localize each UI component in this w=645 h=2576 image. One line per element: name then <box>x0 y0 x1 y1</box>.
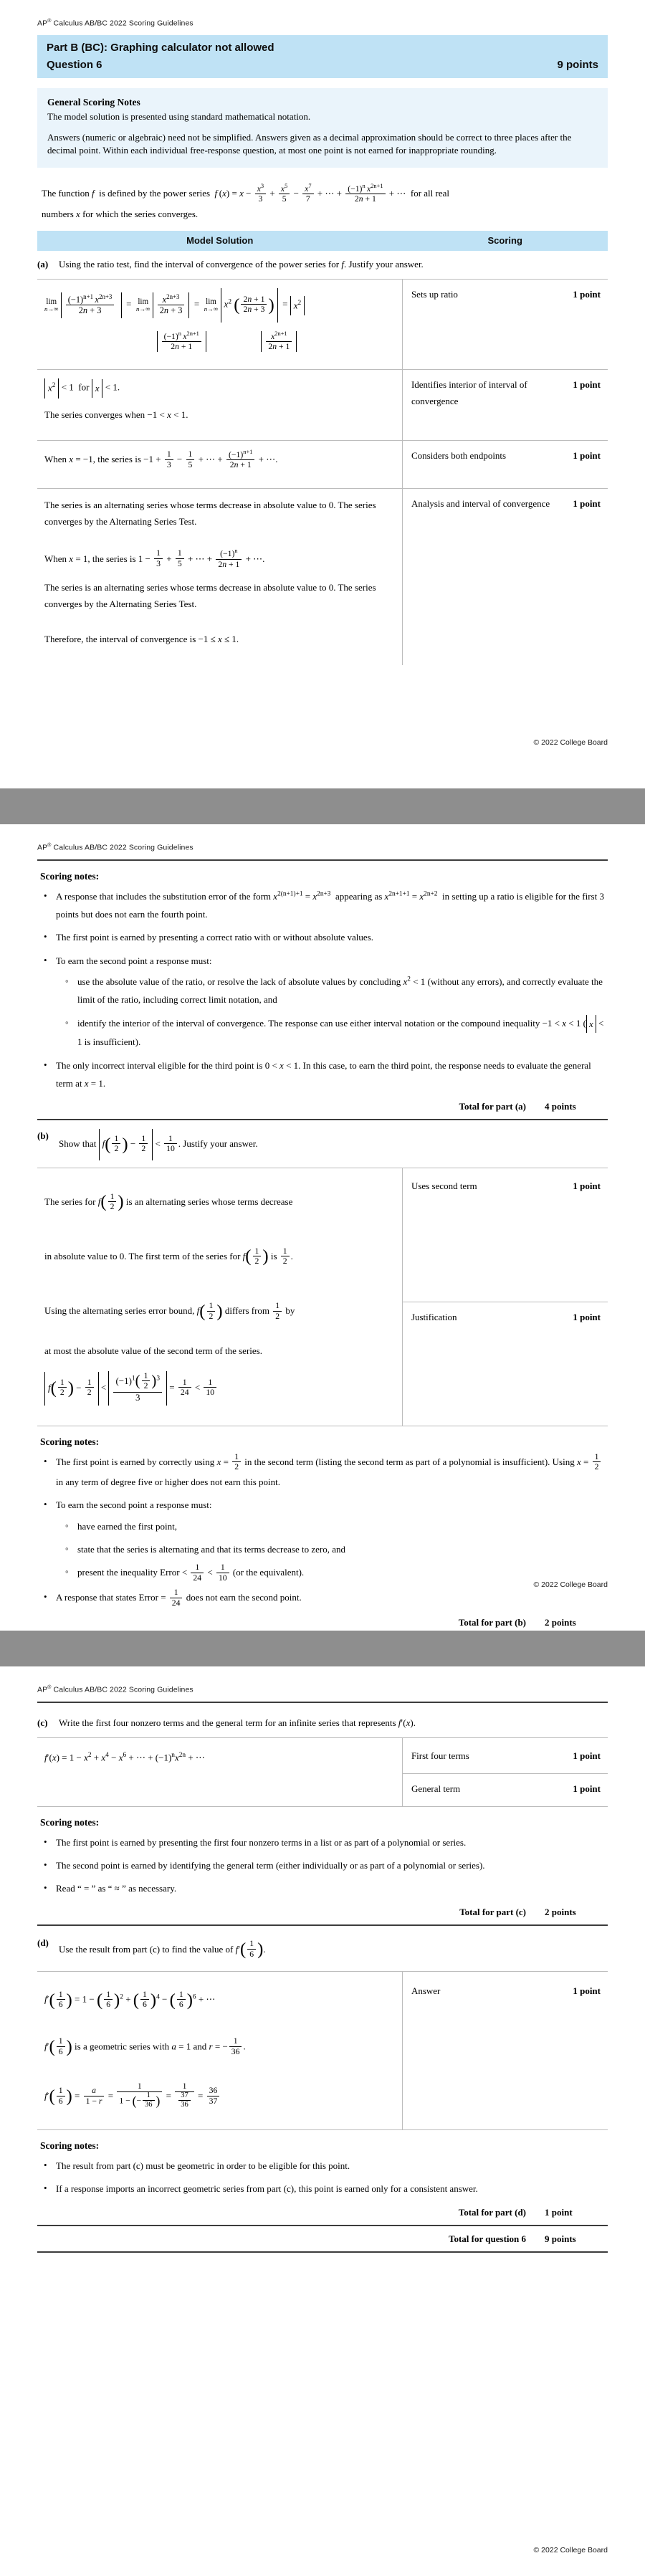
part-d-table <box>37 1924 608 2130</box>
part-c-row-2-points: 1 point <box>573 1783 601 1795</box>
part-b-note-2-sub-2: ◦ state that the series is alternating and that its terms decrease to zero, and <box>77 1540 605 1558</box>
part-a-row-1-points: 1 point <box>573 289 601 300</box>
part-d-scoring-notes <box>40 2140 605 2198</box>
part-a-row-1-solution: lim n→∞ $\frac{(-1)^{n+1} x^{2n+3}}{2n + 3}$ = lim n→∞ $\frac{x^{2n+3}}{2n + 3}$ = lim n→∞ $x^2$ ( $\frac{2n + 1}{2n + 3}$ ) = $x^2$ $\frac{(-1)^n x^{2n+1}}{2n + 1}$ $\frac{x^{2n+1}}{2n + 1}$ <box>37 280 402 370</box>
part-d-bottom-rule <box>37 2130 608 2131</box>
running-head-page-3: AP® Calculus AB/BC 2022 Scoring Guidelines <box>37 1685 194 1694</box>
part-d-row-1-points: 1 point <box>573 1985 601 1997</box>
header-scoring: Scoring <box>402 231 608 251</box>
part-d-note-1: • The result from part (c) must be geometric in order to be eligible for this point. <box>56 2157 605 2175</box>
part-a-row-2-solution: $x^2 < 1$ for x < 1. The series converges when −1 < x < 1. <box>37 370 402 441</box>
part-a-prompt-row <box>37 251 608 280</box>
part-d-total-label: Total for part (d) <box>458 2206 526 2218</box>
part-c-note-2: • The second point is earned by identifying the general term (either individually or as part of a polynomial or series). <box>56 1856 605 1874</box>
part-a-row-4-scoring-text: Analysis and interval of convergence <box>411 498 550 510</box>
part-a-row-3-solution: When x = −1, the series is −1 + $\frac{1}{3}$ − $\frac{1}{5}$ + ⋯ + $\frac{(-1)^{n+1}}{2n + 1}$ + ⋯. <box>37 441 402 489</box>
part-b-label: (b) <box>37 1130 49 1142</box>
question-title-bar <box>37 35 608 78</box>
part-b-note-2-text: To earn the second point a response must: <box>56 1499 212 1511</box>
general-scoring-notes-p2: Answers (numeric or algebraic) need not be simplified. Answers given as a decimal approximation should be correct to three places after the decimal point. Within each individual free-response question, at most one point is not earned for inappropriate rounding. <box>47 131 572 156</box>
part-c-table <box>37 1707 608 1807</box>
part-c-label: (c) <box>37 1717 48 1728</box>
page-3-top-rule <box>37 1702 608 1703</box>
part-a-row-3 <box>37 441 608 489</box>
part-b-table <box>37 1119 608 1426</box>
part-d-total-points: 1 point <box>545 2206 573 2218</box>
part-a-note-3-sub-1: ◦ use the absolute value of the ratio, or resolve the lack of absolute values by concluding $x^2 < 1$ (without any errors), and correctly evaluate the limit of the ratio, including correct limit notation, and <box>77 973 605 1009</box>
question-heading: Question 6 <box>47 58 102 71</box>
part-d-scoring-notes-heading: Scoring notes: <box>40 2140 100 2151</box>
part-b-prompt-row <box>37 1120 608 1168</box>
part-c-row-1-scoring-text: First four terms <box>411 1750 469 1762</box>
question-total-points: 9 points <box>545 2233 576 2244</box>
part-c-row-1-points: 1 point <box>573 1750 601 1762</box>
header-model-solution: Model Solution <box>37 231 402 251</box>
part-a-row-4-points: 1 point <box>573 498 601 510</box>
part-c-row-1 <box>37 1738 608 1774</box>
part-b-row-2-scoring <box>402 1302 608 1426</box>
page-2 <box>0 824 645 1631</box>
part-d-note-2: • If a response imports an incorrect geometric series from part (c), this point is earned only for a consistent answer. <box>56 2180 605 2198</box>
part-a-scoring-notes <box>40 871 605 1093</box>
part-c-scoring-notes <box>40 1817 605 1898</box>
question-total-top-rule <box>37 2225 608 2226</box>
part-d-sol-2a: is a geometric series with <box>75 2041 170 2052</box>
page-1 <box>0 0 645 788</box>
part-b-prompt: Show that f( $\frac{1}{2}$ ) − $\frac{1}{2}$ < $\frac{1}{10}$ . Justify your answer. <box>59 1129 258 1160</box>
part-d-solution: f′( $\frac{1}{6}$ ) = 1 − ( $\frac{1}{6}$ )$^2$ + ( $\frac{1}{6}$ )$^4$ − ( $\frac{1}{6}$ )$^6$ + ⋯ f′( $\frac{1}{6}$ ) is a geometric series with a = 1 and r = − $\frac{1}{36}$ . f′( $\frac{1}{6}$ ) = $\frac{a}{1 - r}$ = 1 1 − (− $\frac{1}{36}$ ) = $\frac{1}{\frac{37}{36}}$ = $\frac{36}{37}$ <box>37 1972 402 2130</box>
part-heading: Part B (BC): Graphing calculator not allowed <box>47 41 274 54</box>
part-c-note-3: • Read “ = ” as “ ≈ ” as necessary. <box>56 1879 605 1897</box>
part-c-total-points: 2 points <box>545 1906 576 1917</box>
part-b-row-2-scoring-text: Justification <box>411 1312 457 1323</box>
part-d-row-1-scoring-text: Answer <box>411 1985 441 1997</box>
question-total-bottom-rule <box>37 2251 608 2253</box>
part-c-bottom-rule <box>37 1806 608 1807</box>
part-b-note-3: • A response that states Error = $\frac{1}{24}$ does not earn the second point. <box>56 1588 605 1608</box>
copyright-page-1: © 2022 College Board <box>533 738 608 747</box>
part-a-note-1: • A response that includes the substitution error of the form $x^{2(n+1)+1} = x^{2n+3}$ appearing as $x^{2n+1+1} = x^{2n+2}$ in setting up a ratio is eligible for the first 3 points but does not earn the fourth point. <box>56 887 605 924</box>
part-a-note-4: • The only incorrect interval eligible for the third point is 0 < x < 1. In this case, to earn the third point, the response needs to evaluate the general term at x = 1. <box>56 1056 605 1093</box>
part-d-prompt: Use the result from part (c) to find the value of f′( $\frac{1}{6}$ ). <box>59 1939 266 1960</box>
part-b-bottom-rule <box>37 1426 608 1427</box>
part-d-prompt-row <box>37 1926 608 1972</box>
part-a-row-1 <box>37 280 608 370</box>
copyright-page-3: © 2022 College Board <box>533 2546 608 2554</box>
part-a-table <box>37 231 608 665</box>
running-head-text-3: Calculus AB/BC 2022 Scoring Guidelines <box>53 1685 194 1694</box>
part-b-sol-text-3c: by <box>285 1305 295 1317</box>
part-b-scoring-notes <box>40 1436 605 1608</box>
part-b-note-2-sub-1: ◦ have earned the first point, <box>77 1517 605 1535</box>
part-a-total <box>37 1101 606 1112</box>
part-d-prompt-text: Use the result from part (c) to find the value of <box>59 1943 234 1955</box>
part-d-total <box>37 2207 606 2218</box>
running-head-text-2: Calculus AB/BC 2022 Scoring Guidelines <box>53 843 194 852</box>
page-3 <box>0 1666 645 2576</box>
question-total <box>37 2233 606 2245</box>
part-d-label: (d) <box>37 1937 49 1948</box>
part-b-row-2-points: 1 point <box>573 1312 601 1323</box>
page-2-top-rule <box>37 859 608 861</box>
part-c-prompt: Write the first four nonzero terms and the general term for an infinite series that represents f′(x). <box>59 1717 416 1728</box>
question-points: 9 points <box>557 58 598 71</box>
part-c-total <box>37 1907 606 1918</box>
part-b-total-points: 2 points <box>545 1617 576 1628</box>
part-a-row-4-line-3: The series is an alternating series whose terms decrease in absolute value to 0. The series converges by the Alternating Series Test. <box>44 582 376 610</box>
part-c-scoring-notes-heading: Scoring notes: <box>40 1816 100 1828</box>
part-b-row-1-points: 1 point <box>573 1180 601 1191</box>
part-b-sol-text-3a: Using the alternating series error bound, <box>44 1305 195 1317</box>
part-a-note-3-sub-2: ◦ identify the interior of the interval of convergence. The response can use either interval notation or the compound inequality −1 < x < 1 ( x < 1 is insufficient). <box>77 1014 605 1051</box>
part-a-row-4-line-1: The series is an alternating series whose terms decrease in absolute value to 0. The series converges by the Alternating Series Test. <box>44 500 376 527</box>
part-a-row-2-points: 1 point <box>573 379 601 391</box>
page-gap-2 <box>0 1631 645 1666</box>
part-a-total-points: 4 points <box>545 1101 576 1112</box>
part-a-row-2 <box>37 370 608 441</box>
general-scoring-notes-p1: The model solution is presented using standard mathematical notation. <box>47 110 311 122</box>
page-gap-1 <box>0 788 645 824</box>
part-b-sol-text-4: at most the absolute value of the second term of the series. <box>44 1345 262 1357</box>
part-b-note-2 <box>56 1496 605 1583</box>
running-head-page-1: AP® Calculus AB/BC 2022 Scoring Guidelines <box>37 19 194 28</box>
table-header-row <box>37 231 608 251</box>
part-a-row-2-scoring-text: Identifies interior of interval of convergence <box>411 379 527 407</box>
part-a-note-2: • The first point is earned by presenting a correct ratio with or without absolute values. <box>56 928 605 946</box>
part-a-total-label: Total for part (a) <box>459 1101 526 1112</box>
part-c-row-2-scoring <box>402 1774 608 1807</box>
part-a-label: (a) <box>37 258 49 269</box>
general-scoring-notes-heading: General Scoring Notes <box>47 96 140 108</box>
part-b-total-label: Total for part (b) <box>458 1617 526 1628</box>
part-a-row-3-scoring <box>402 441 608 489</box>
part-c-row-2-scoring-text: General term <box>411 1783 461 1795</box>
part-d-row-1-scoring <box>402 1972 608 2130</box>
question-total-label: Total for question 6 <box>449 2233 526 2244</box>
running-head-text-1: Calculus AB/BC 2022 Scoring Guidelines <box>53 19 194 28</box>
copyright-page-2: © 2022 College Board <box>533 1580 608 1589</box>
part-b-sol-text-2a: in absolute value to 0. The first term of the series for <box>44 1251 241 1262</box>
part-a-row-3-points: 1 point <box>573 450 601 462</box>
part-a-row-2-scoring <box>402 370 608 441</box>
part-a-note-3 <box>56 952 605 1051</box>
running-head-page-2: AP® Calculus AB/BC 2022 Scoring Guidelines <box>37 843 194 852</box>
part-b-note-2-sub-3: ◦ present the inequality Error < $\frac{1}{24}$ < $\frac{1}{10}$ (or the equivalent). <box>77 1563 605 1583</box>
part-b-scoring-notes-heading: Scoring notes: <box>40 1436 100 1448</box>
part-a-row-1-scoring-text: Sets up ratio <box>411 289 458 300</box>
part-a-row-3-scoring-text: Considers both endpoints <box>411 450 507 462</box>
part-a-prompt: Using the ratio test, find the interval of convergence of the power series for f. Justify your answer. <box>59 258 424 269</box>
part-b-row-1-scoring-text: Uses second term <box>411 1180 477 1191</box>
part-b-sol-text-3b: differs from <box>224 1305 270 1317</box>
part-a-scoring-notes-heading: Scoring notes: <box>40 870 100 882</box>
part-b-total <box>37 1617 606 1628</box>
part-b-sol-text-1b: is an alternating series whose terms decrease <box>125 1196 293 1207</box>
part-d-row-1 <box>37 1972 608 2130</box>
part-d-sol-2c: and <box>193 2041 207 2052</box>
part-b-sol-text-1a: The series for <box>44 1196 96 1207</box>
part-b-sol-text-2b: is <box>270 1251 277 1262</box>
part-b-row-1-scoring <box>402 1168 608 1302</box>
part-c-row-1-scoring <box>402 1738 608 1774</box>
part-a-row-4-solution: The series is an alternating series whose terms decrease in absolute value to 0. The series converges by the Alternating Series Test. When x = 1, the series is 1 − $\frac{1}{3}$ + $\frac{1}{5}$ + ⋯ + $\frac{(-1)^n}{2n + 1}$ + ⋯. The series is an alternating series whose terms decrease in absolute value to 0. The series converges by the Alternating Series Test. Therefore, the interval of convergence is −1 ≤ x ≤ 1. <box>37 489 402 665</box>
general-scoring-notes <box>37 88 608 168</box>
part-a-note-3-text: To earn the second point a response must: <box>56 955 212 966</box>
part-a-row-1-scoring <box>402 280 608 370</box>
part-c-prompt-row <box>37 1707 608 1738</box>
part-b-note-1: • The first point is earned by correctly using x = $\frac{1}{2}$ in the second term (listing the second term as part of a polynomial is insufficient). Using x = $\frac{1}{2}$ in any term of degree five or higher does not earn this point. <box>56 1453 605 1491</box>
part-b-solution: The series for f( $\frac{1}{2}$ ) is an alternating series whose terms decrease in absolute value to 0. The first term of the series for f( $\frac{1}{2}$ ) is $\frac{1}{2}$ . Using the alternating series error bound, f( $\frac{1}{2}$ ) differs from $\frac{1}{2}$ by at most the absolute value of the second term of the series. f( $\frac{1}{2}$ ) − $\frac{1}{2}$ < $(-1)^1$( $\frac{1}{2}$ )$^3$ 3 = $\frac{1}{24}$ < $\frac{1}{10}$ <box>37 1168 402 1426</box>
part-a-row-4 <box>37 489 608 665</box>
part-c-total-label: Total for part (c) <box>459 1906 526 1917</box>
part-c-note-1: • The first point is earned by presenting the first four nonzero terms in a list or as part of a polynomial or series. <box>56 1833 605 1851</box>
part-a-row-4-scoring <box>402 489 608 665</box>
part-c-solution: $f'(x) = 1 - x^2 + x^4 - x^6$ + ⋯ + $(-1)^nx^{2n}$ + ⋯ <box>37 1738 402 1807</box>
part-b-row-1 <box>37 1168 608 1302</box>
question-stem: The function f is defined by the power series f (x) = x − $\frac{x^3}{3}$ + $\frac{x^5}{5}$ − $\frac{x^7}{7}$ + ⋯ + $\frac{(-1)^n x^{2n+1}}{2n + 1}$ + ⋯ for all real numbers x for which the series converges. <box>42 181 450 219</box>
